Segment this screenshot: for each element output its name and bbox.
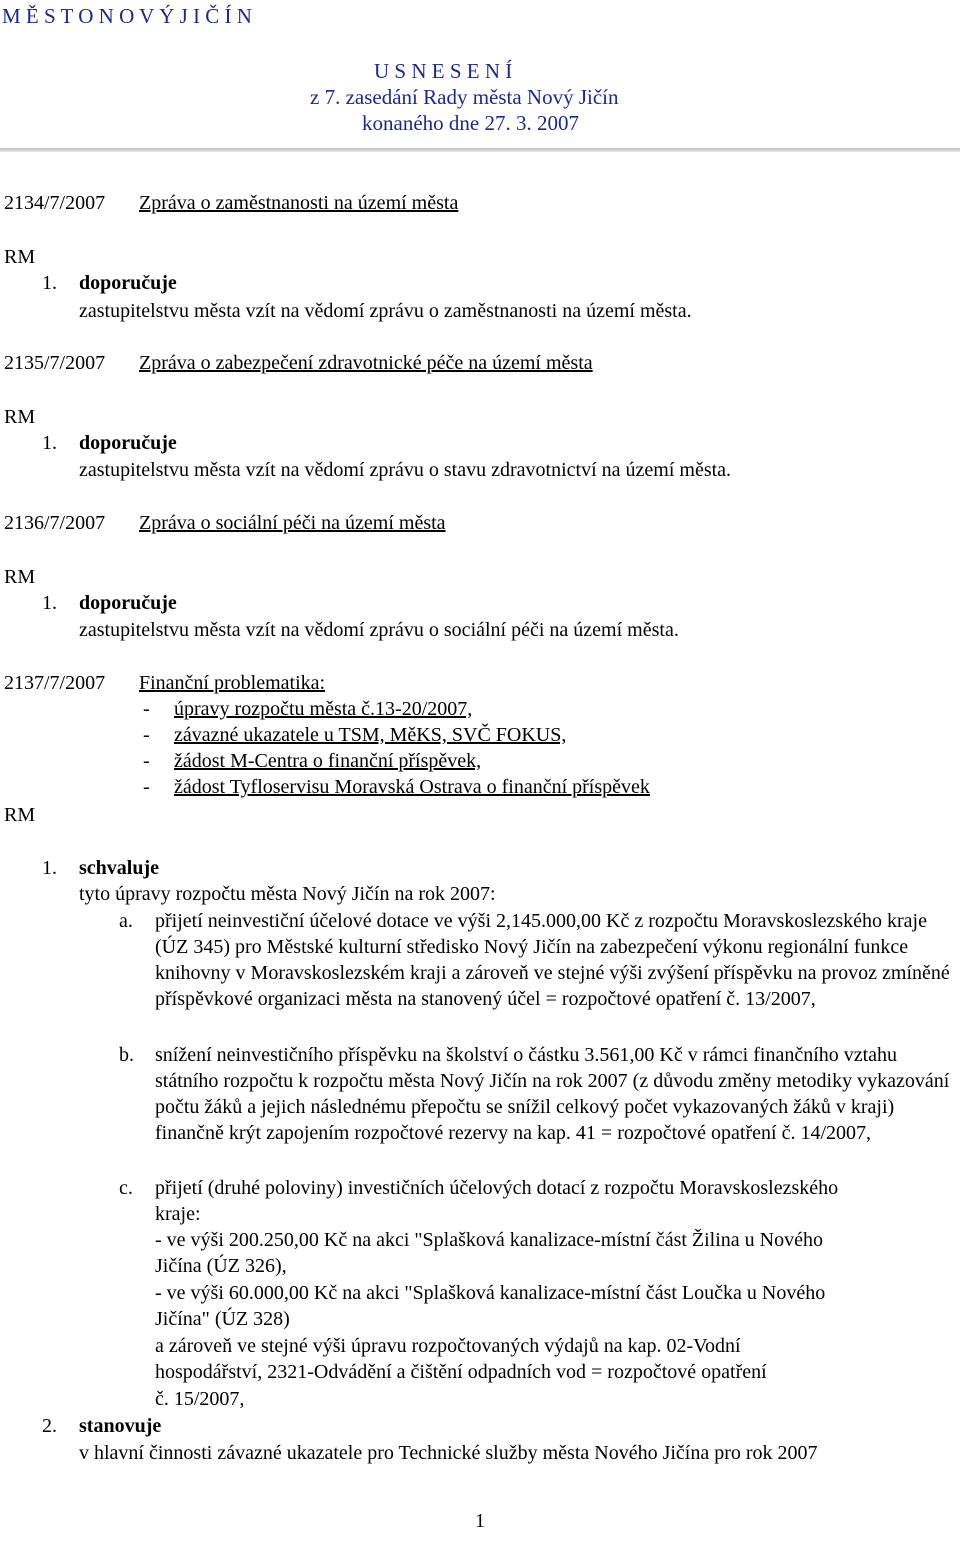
item-number: 2134/7/2007 [4, 192, 106, 214]
sub-line: - ve výši 60.000,00 Kč na akci "Splašková kanalizace-místní část Loučka u Nového [155, 1282, 826, 1304]
action-number: 2. [42, 1415, 57, 1437]
item-topic-list [143, 696, 650, 800]
action-verb: doporučuje [79, 432, 177, 454]
action-verb: stanovuje [79, 1415, 162, 1437]
action-text: zastupitelstvu města vzít na vědomí zprávu o zaměstnanosti na území města. [79, 300, 692, 322]
item-number: 2135/7/2007 [4, 352, 106, 374]
action-verb: schvaluje [79, 857, 159, 879]
sub-line: č. 15/2007, [155, 1388, 245, 1410]
action-text: v hlavní činnosti závazné ukazatele pro Technické služby města Nového Jičína pro rok 2007 [79, 1442, 818, 1464]
sub-label: b. [119, 1044, 134, 1066]
action-verb: doporučuje [79, 272, 177, 294]
action-number: 1. [42, 592, 57, 614]
list-item: - závazné ukazatele u TSM, MěKS, SVČ FOKUS, [143, 724, 567, 746]
action-verb: doporučuje [79, 592, 177, 614]
action-number: 1. [42, 432, 57, 454]
list-item: - úpravy rozpočtu města č.13-20/2007, [143, 698, 473, 720]
action-number: 1. [42, 272, 57, 294]
council-label: RM [4, 246, 36, 268]
item-title: Zpráva o zaměstnanosti na území města [139, 192, 459, 214]
sub-line: kraje: [155, 1203, 201, 1225]
sub-label: a. [119, 910, 133, 932]
action-text: zastupitelstvu města vzít na vědomí zprávu o stavu zdravotnictví na území města. [79, 459, 732, 481]
council-label: RM [4, 406, 36, 428]
resolution-heading: U S N E S E N Í [374, 59, 513, 83]
sub-line: - ve výši 200.250,00 Kč na akci "Splašková kanalizace-místní část Žilina u Nového [155, 1229, 823, 1251]
sub-line: přijetí (druhé poloviny) investičních účelových dotací z rozpočtu Moravskoslezského [155, 1177, 839, 1199]
item-title: Zpráva o zabezpečení zdravotnické péče na území města [139, 352, 593, 374]
list-item: - žádost M-Centra o finanční příspěvek, [143, 750, 482, 772]
session-date: konaného dne 27. 3. 2007 [362, 111, 579, 135]
sub-line: a zároveň ve stejné výši úpravu rozpočtovaných výdajů na kap. 02-Vodní [155, 1335, 741, 1357]
list-item: - žádost Tyfloservisu Moravská Ostrava o finanční příspěvek [143, 776, 650, 798]
item-number: 2137/7/2007 [4, 672, 106, 694]
sub-line: Jičína (ÚZ 326), [155, 1255, 287, 1277]
sub-text: přijetí neinvestiční účelové dotace ve výši 2,145.000,00 Kč z rozpočtu Moravskoslezského kraje (ÚZ 345) pro Městské kulturní středisko Nový Jičín na zabezpečení výkonu regionální funkce knihovny v Moravskoslezském kraji a zároveň ve stejné výši zvýšení příspěvku na provoz zmíněné příspěvkové organizaci města na stanovený účel = rozpočtové opatření č. 13/2007, [155, 910, 950, 1010]
action-intro: tyto úpravy rozpočtu města Nový Jičín na rok 2007: [79, 883, 496, 905]
action-number: 1. [42, 857, 57, 879]
session-line: z 7. zasedání Rady města Nový Jičín [310, 85, 619, 109]
sub-label: c. [119, 1177, 133, 1199]
sub-text: snížení neinvestičního příspěvku na školství o částku 3.561,00 Kč v rámci finančního vztahu státního rozpočtu k rozpočtu města Nový Jičín na rok 2007 (z důvodu změny metodiky vykazování počtu žáků a jejich následnému přepočtu se snížil celkový počet vykazovaných žáků v kraji) finančně krýt zapojením rozpočtové rezervy na kap. 41 = rozpočtové opatření č. 14/2007, [155, 1044, 950, 1144]
item-number: 2136/7/2007 [4, 512, 106, 534]
sub-line: Jičína" (ÚZ 328) [155, 1308, 290, 1330]
action-text: zastupitelstvu města vzít na vědomí zprávu o sociální péči na území města. [79, 619, 679, 641]
item-title: Zpráva o sociální péči na území města [139, 512, 446, 534]
council-label: RM [4, 804, 36, 826]
page-number: 1 [475, 1510, 485, 1532]
item-title: Finanční problematika: [139, 672, 326, 694]
header-separator [0, 148, 960, 152]
sub-line: hospodářství, 2321-Odvádění a čištění odpadních vod = rozpočtové opatření [155, 1361, 767, 1383]
city-heading: M Ě S T O N O V Ý J I Č Í N [2, 4, 252, 28]
council-label: RM [4, 566, 36, 588]
